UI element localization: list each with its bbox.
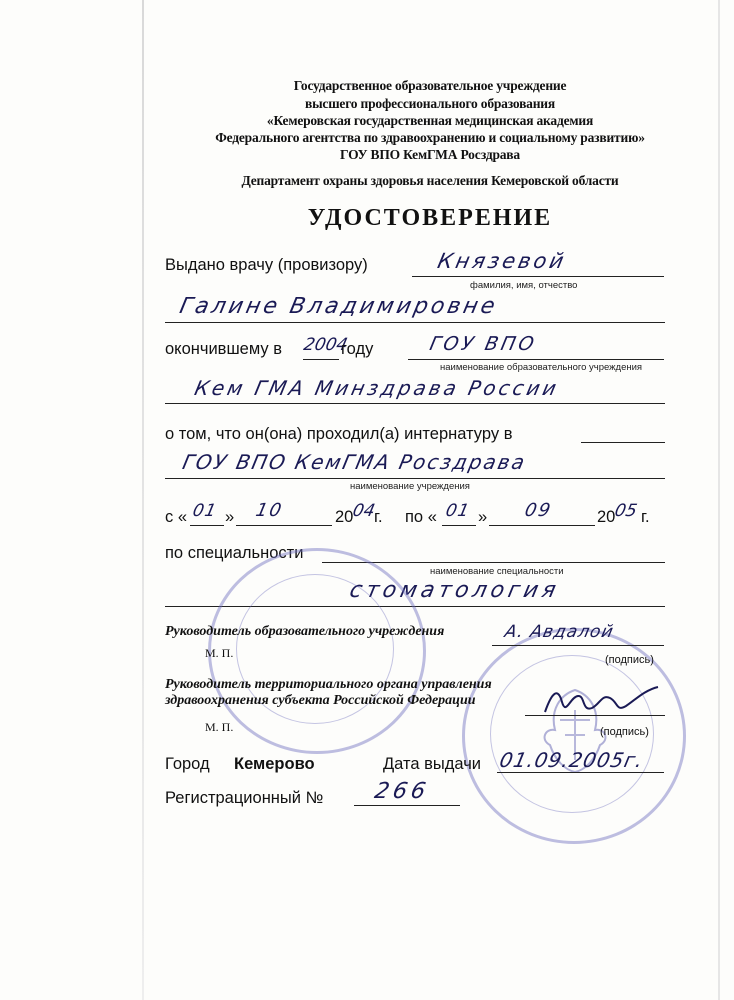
period-from-year-suffix: г.: [374, 508, 383, 526]
specialty-label: по специальности: [165, 544, 304, 562]
podpis-2: (подпись): [600, 726, 649, 738]
mp-2: М. П.: [205, 720, 234, 734]
period-to-year-suffix: г.: [641, 508, 650, 526]
period-to-year: 05: [612, 501, 639, 521]
registration-label: Регистрационный №: [165, 789, 324, 807]
head-signature: А. Авдалой: [502, 622, 616, 642]
header-line-1: Государственное образовательное учреждение: [293, 78, 567, 93]
issued-surname: Князевой: [435, 249, 569, 273]
mp-1: М. П.: [205, 646, 234, 660]
header-line-5: ГОУ ВПО КемГМА Росздрава: [340, 147, 520, 162]
internship-line-1: [581, 442, 665, 443]
internship-hint: наименование учреждения: [350, 481, 470, 492]
territorial-signature-scribble: [540, 682, 665, 720]
territorial-label-2: здравоохранения субъекта Российской Федерации: [165, 693, 476, 708]
period-to-month: 09: [522, 500, 555, 521]
period-to-month-line: [489, 525, 595, 526]
territorial-label-1: Руководитель территориального органа управления: [165, 677, 492, 692]
issued-hint: фамилия, имя, отчество: [470, 280, 578, 291]
specialty-value: стоматология: [347, 578, 563, 603]
issue-date-label: Дата выдачи: [383, 755, 482, 773]
issued-name-line: [165, 322, 665, 323]
graduated-hint: наименование образовательного учреждения: [440, 362, 643, 373]
department: Департамент охраны здоровья населения Кемеровской области: [241, 173, 619, 188]
period-from-year-prefix: 20: [335, 508, 354, 526]
issued-label: Выдано врачу (провизору): [165, 256, 368, 274]
city-value: Кемерово: [234, 755, 315, 773]
graduated-year: 2004: [301, 335, 350, 355]
period-from-month: 10: [253, 500, 286, 521]
head-label: Руководитель образовательного учреждения: [165, 624, 445, 639]
head-signature-line: [492, 645, 664, 646]
period-from-close: »: [225, 508, 235, 526]
internship-line-2: [165, 478, 665, 479]
header-line-4: Федерального агентства по здравоохранению и социальному развитию»: [215, 130, 645, 145]
issued-surname-line: [412, 276, 664, 277]
period-from-month-line: [236, 525, 332, 526]
period-to-day-line: [442, 525, 476, 526]
period-to-prefix: по «: [405, 508, 437, 526]
registration-value: 266: [372, 779, 432, 804]
issued-name-patronymic: Галине Владимировне: [177, 294, 501, 319]
period-from-prefix: с «: [165, 508, 188, 526]
specialty-hint: наименование специальности: [430, 566, 564, 577]
graduated-institution-line-2: [165, 403, 665, 404]
internship-label: о том, что он(она) проходил(а) интернатуру в: [165, 425, 513, 443]
period-from-day: 01: [190, 501, 219, 521]
registration-line: [354, 805, 460, 806]
issue-date-value: 01.09.2005г.: [497, 748, 646, 772]
graduated-institution-2: Кем ГМА Минздрава России: [192, 376, 562, 400]
header-line-2: высшего профессионального образования: [304, 96, 555, 111]
period-from-day-line: [190, 525, 224, 526]
internship-institution: ГОУ ВПО КемГМА Росздрава: [180, 450, 529, 474]
graduated-institution-1: ГОУ ВПО: [427, 333, 539, 355]
period-from-year: 04: [350, 501, 377, 521]
page-fold-left: [142, 0, 144, 1000]
graduated-year-line: [303, 359, 339, 360]
page-fold-right: [718, 0, 720, 1000]
graduated-suffix: году: [341, 340, 374, 358]
header-line-3: «Кемеровская государственная медицинская академия: [266, 113, 594, 128]
issue-date-line: [497, 772, 664, 773]
graduated-label: окончившему в: [165, 340, 282, 358]
graduated-institution-line: [408, 359, 664, 360]
period-to-year-prefix: 20: [597, 508, 616, 526]
city-label: Город: [165, 755, 210, 773]
period-to-close: »: [478, 508, 488, 526]
period-to-day: 01: [443, 501, 472, 521]
document-title: УДОСТОВЕРЕНИЕ: [307, 205, 553, 231]
podpis-1: (подпись): [605, 654, 654, 666]
